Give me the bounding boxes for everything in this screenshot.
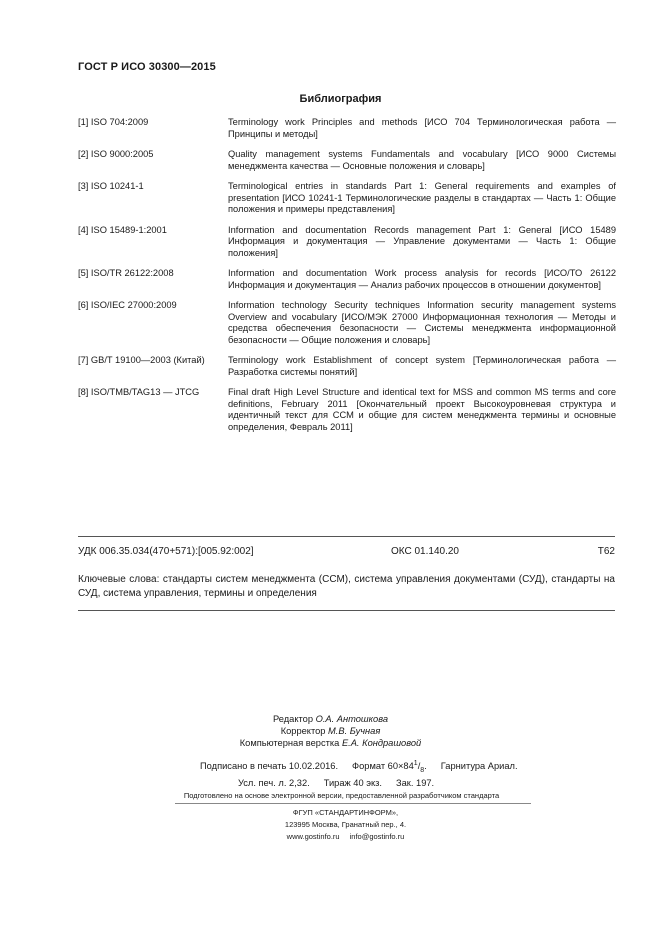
publisher-address: 123995 Москва, Гранатный пер., 4.	[284, 820, 407, 829]
editor-label: Редактор	[272, 714, 314, 724]
bibliography-ref: [5] ISO/TR 26122:2008	[78, 268, 174, 278]
print-line-2	[200, 777, 520, 791]
oks-code: ОКС 01.140.20	[391, 546, 459, 557]
top-divider	[78, 536, 615, 537]
bibliography-ref: [7] GB/T 19100—2003 (Китай)	[78, 355, 205, 365]
publisher-divider	[175, 803, 531, 804]
layout-name: Е.А. Кондрашовой	[341, 738, 422, 749]
bibliography-ref: [4] ISO 15489-1:2001	[78, 224, 167, 235]
bottom-divider	[78, 610, 615, 611]
category-code: Т62	[597, 546, 615, 557]
publisher-contacts	[30, 831, 661, 843]
bibliography-text: Terminology work Establishment of concept system [Терминологическая работа — Разработка системы понятий]	[228, 355, 616, 377]
bibliography-ref: [3] ISO 10241-1	[78, 181, 144, 191]
print-info-block	[200, 757, 520, 791]
bibliography-text: Information technology Security techniques Information security management systems Overview and vocabulary [ИСО/МЭК 27000 Информационная технология — Методы и средства обеспечения безопасности — Системы менеджмента информационной безопасности — Общие положения и словарь]	[228, 300, 616, 345]
layout-line	[0, 737, 661, 749]
standard-number: ГОСТ Р ИСО 30300—2015	[78, 61, 216, 73]
format-denominator: 8	[420, 766, 425, 774]
publisher-block	[0, 807, 661, 843]
bibliography-text: Terminology work Principles and methods [ИСО 704 Терминологическая работа — Принципы и методы]	[228, 117, 616, 139]
print-line-1	[200, 757, 520, 777]
bibliography-text: Information and documentation Work process analysis for records [ИСО/ТО 26122 Информация и документация — Анализ рабочих процессов в отношении документов]	[228, 268, 616, 290]
classification-row	[78, 546, 615, 560]
bibliography-list	[78, 117, 616, 433]
corrector-name: М.В. Бучная	[328, 726, 381, 737]
credits-block	[0, 713, 661, 750]
bibliography-entry	[78, 387, 616, 433]
prepared-note: Подготовлено на основе электронной версии, предоставленной разработчиком стандарта	[183, 791, 500, 800]
bibliography-ref: [1] ISO 704:2009	[78, 117, 149, 127]
editor-line	[0, 713, 661, 725]
bibliography-entry	[78, 225, 616, 260]
bibliography-text: Information and documentation Records management Part 1: General [ИСО 15489 Информация и документация — Управление документами — Часть 1: Общие положения]	[228, 224, 616, 258]
bibliography-entry	[78, 149, 616, 172]
format-numerator: 1	[413, 760, 418, 767]
format-info: Формат $60\times 84^1/_8$.	[352, 760, 427, 774]
bibliography-text: Quality management systems Fundamentals and vocabulary [ИСО 9000 Системы менеджмента качества — Основные положения и словарь]	[228, 149, 616, 171]
bibliography-entry	[78, 268, 616, 291]
bibliography-text: Final draft High Level Structure and identical text for MSS and common MS terms and core definitions, February 2011 [Окончательный проект Высокоуровневая структура и идентичный текст для ССМ и общие для систем менеджмента термины и основные определения, Февраль 2011]	[228, 387, 616, 432]
bibliography-ref: [2] ISO 9000:2005	[78, 149, 154, 159]
publisher-name: ФГУП «СТАНДАРТИНФОРМ»,	[292, 808, 399, 817]
udk-code: УДК 006.35.034(470+571):[005.92:002]	[78, 546, 254, 557]
corrector-line	[0, 725, 661, 737]
bibliography-entry	[78, 355, 616, 378]
bibliography-title: Библиография	[299, 93, 382, 105]
bibliography-entry	[78, 300, 616, 346]
typeface-info: Гарнитура Ариал.	[440, 761, 518, 772]
bibliography-ref: [6] ISO/IEC 27000:2009	[78, 300, 177, 310]
publisher-email[interactable]: info@gostinfo.ru	[349, 832, 405, 841]
signed-date: Подписано в печать 10.02.2016.	[200, 761, 339, 772]
bibliography-entry	[78, 181, 616, 216]
bibliography-text: Terminological entries in standards Part 1: General requirements and examples of presentation [ИСО 10241-1 Терминологические разделы в стандартах — Часть 1: Общие положения и примеры представления]	[228, 181, 616, 214]
bibliography-entry	[78, 117, 616, 140]
publisher-web[interactable]: www.gostinfo.ru	[286, 832, 340, 841]
order-info: Зак. 197.	[396, 778, 435, 789]
editor-name: О.А. Антошкова	[315, 714, 389, 724]
layout-label: Компьютерная верстка	[239, 738, 340, 749]
corrector-label: Корректор	[280, 726, 326, 737]
keywords-text: Ключевые слова: стандарты систем менеджмента (ССМ), система управления документами (СУД), стандарты на СУД, система управления, термины и определения	[78, 574, 615, 599]
bibliography-ref: [8] ISO/TMB/TAG13 — JTCG	[78, 387, 200, 397]
run-info: Тираж 40 экз.	[323, 778, 382, 789]
sheets-info: Усл. печ. л. 2,32.	[238, 778, 310, 789]
